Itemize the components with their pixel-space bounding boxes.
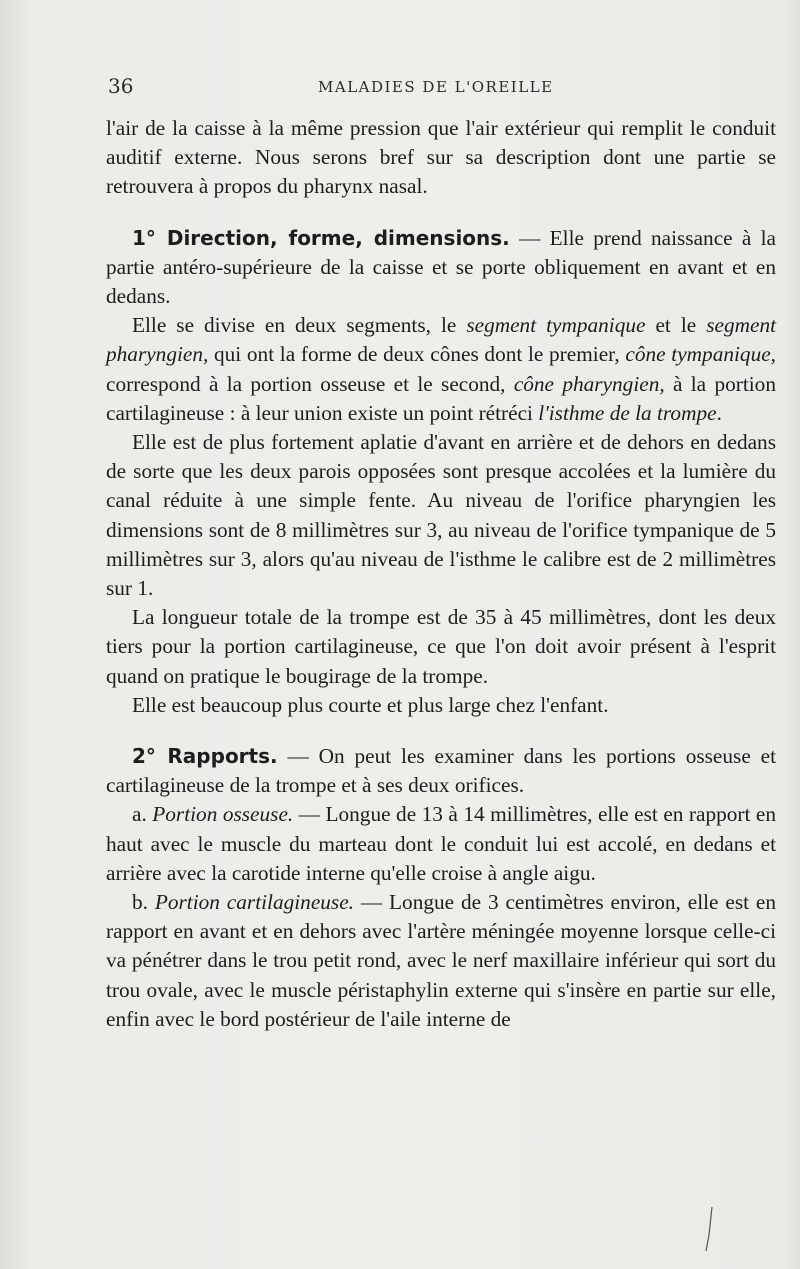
text-run: qui ont la forme de deux cônes dont le premier, <box>208 342 626 367</box>
italic-term: Portion cartilagineuse. <box>154 890 354 915</box>
pencil-mark <box>700 1205 720 1255</box>
paragraph-intro <box>106 114 776 202</box>
item-label: b. <box>132 890 155 915</box>
section-heading-direction: 1° Direction, forme, dimensions. <box>132 225 510 250</box>
paragraph-text: — On peut les examiner dans les portions osseuse et cartilagineuse de la trompe et à ses deux orifices. <box>106 744 776 798</box>
paragraph-portion-osseuse <box>106 800 776 888</box>
running-title: MALADIES DE L'OREILLE <box>318 78 554 96</box>
section-heading-rapports: 2° Rapports. <box>132 744 278 769</box>
italic-term: l'isthme de la trompe <box>538 400 717 425</box>
paragraph-length <box>106 603 776 691</box>
italic-term: Portion osseuse. <box>152 802 294 827</box>
text-run: et le <box>645 313 707 338</box>
paragraph-text: La longueur totale de la trompe est de 35 à 45 millimètres, dont les deux tiers pour la portion cartilagineuse, ce que l'on doit avoir présent à l'esprit quand on pratique le bougirage de la trompe. <box>106 605 776 688</box>
text-run: à la portion cartilagineuse : à leur union existe un point rétréci <box>106 371 776 425</box>
paragraph-flattening <box>106 428 776 603</box>
item-label: a. <box>132 802 153 827</box>
paragraph-rapports <box>106 742 776 800</box>
text-run: . <box>716 400 722 425</box>
paragraph-text: — Longue de 13 à 14 millimètres, elle est en rapport en haut avec le muscle du marteau dont le conduit lui est accolé, en dedans et arrière avec la carotide interne qu'elle croise à angle aigu. <box>106 802 777 885</box>
paragraph-child <box>106 691 776 720</box>
paragraph-text: Elle est beaucoup plus courte et plus large chez l'enfant. <box>132 692 609 717</box>
text-run: Elle se divise en deux segments, le <box>132 313 467 338</box>
paragraph-text: — Elle prend naissance à la partie antéro-supérieure de la caisse et se porte obliquement en avant et en dedans. <box>106 225 776 309</box>
paragraph-direction <box>106 224 776 312</box>
text-run: correspond à la portion osseuse et le second, <box>106 371 514 396</box>
body-text <box>106 114 776 1034</box>
italic-term: cône tympanique, <box>625 342 776 367</box>
italic-term: segment pharyngien, <box>106 313 777 367</box>
paragraph-text: Elle est de plus fortement aplatie d'avant en arrière et de dehors en dedans de sorte que les deux parois opposées sont presque accolées et la lumière du canal réduite à une simple fente. Au niveau de l'orifice pharyngien les dimensions sont de 8 millimètres sur 3, au niveau de l'orifice tympanique de 5 millimètres sur 3, alors qu'au niveau de l'isthme le calibre est de 2 millimètres sur 1. <box>106 430 776 601</box>
page-number: 36 <box>108 74 134 98</box>
paragraph-text: — Longue de 3 centimètres environ, elle est en rapport en avant et en dehors avec l'artère méningée moyenne lorsque celle-ci va pénétrer dans le trou petit rond, avec le nerf maxillaire inférieur qui sort du trou ovale, avec le muscle péristaphylin externe qui s'insère en partie sur elle, enfin avec le bord postérieur de l'aile interne de <box>106 890 776 1031</box>
paragraph-text: l'air de la caisse à la même pression que l'air extérieur qui remplit le conduit auditif externe. Nous serons bref sur sa description dont une partie se retrouvera à propos du pharynx nasal. <box>106 116 776 199</box>
paragraph-portion-cartilagineuse <box>106 888 776 1034</box>
italic-term: cône pharyngien, <box>513 371 665 396</box>
italic-term: segment tympanique <box>466 313 646 338</box>
page-header <box>108 74 772 102</box>
paragraph-segments <box>106 311 776 428</box>
